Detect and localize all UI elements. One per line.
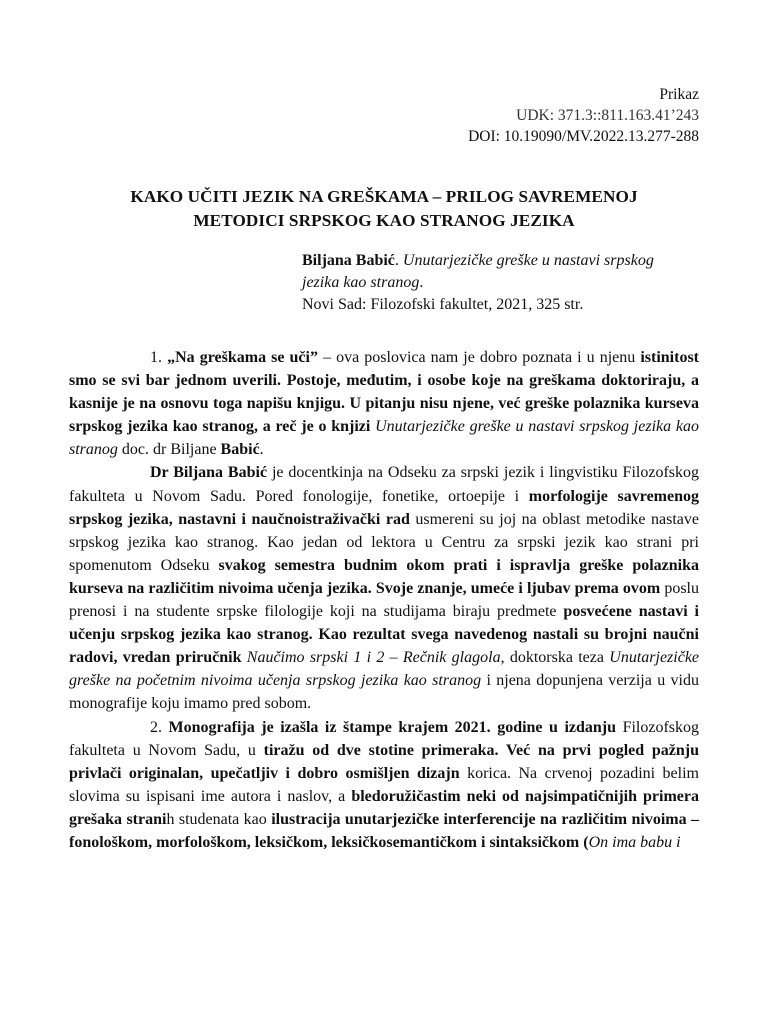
p2-text-bold-2: svakog semestra budnim okom prati i ispravlja greške polaznika kurseva na različitim nivoima učenja jezika. Svoje znanje, umeće i ljubav prema ovom	[69, 556, 700, 597]
p1-proverb: „Na greškama se uči”	[167, 349, 318, 366]
p3-text-bold-1: Monografija je izašla iz štampe krajem 2021. godine u izdanju	[168, 718, 617, 736]
reviewed-book-reference	[302, 250, 702, 316]
paragraph-2	[69, 461, 699, 715]
p2-text-bold-3: posvećene nastavi i učenju srpskog jezika kao stranog. Kao rezultat svega navedenog nastali su brojni naučni radovi, vredan priručnik	[69, 603, 699, 667]
reference-dot: .	[419, 274, 424, 291]
reference-line-1	[302, 250, 702, 272]
p1-text-2: doc. dr Biljane	[117, 441, 221, 459]
paragraph-3	[69, 716, 699, 855]
p3-text-2: korica. Na crvenoj pozadini belim slovima su ispisani ime autora i naslov, a	[69, 764, 699, 805]
article-body	[69, 346, 699, 854]
p2-text-3: poslu prenosi i na studente srpske filologije koji na studijama biraju predmete	[69, 579, 700, 621]
p1-book-title: Unutarjezičke greške u nastavi srpskog jezika kao stranog	[69, 418, 699, 459]
p2-author: Dr Biljana Babić	[150, 464, 268, 482]
reference-separator: .	[394, 252, 403, 269]
p2-thesis-title: Unutarjezičke greške na početnim nivoima učenja srpskog jezika kao stranog	[69, 649, 700, 690]
p2-text-1: je docentkinja na Odseku za srpski jezik i lingvistiku Filozofskog fakulteta u Novom Sadu. Pored fonologije, fonetike, ortoepije i	[69, 464, 699, 505]
p1-text-bold: istinitost smo se svi bar jednom uverili. Postoje, međutim, i osobe koje na greškama doktoriraju, a kasnije je na osnovu toga napišu knjigu. U pitanju nisu njene, već greške polaznika kurseva srpskog jezika kao stranog, a reč je o knjizi	[69, 349, 699, 436]
article-title	[80, 185, 688, 233]
p1-number: 1.	[150, 349, 168, 366]
title-line-2: METODICI SRPSKOG KAO STRANOG JEZIKA	[193, 211, 575, 230]
p3-text-1: Filozofskog fakulteta u Novom Sadu, u	[69, 718, 700, 759]
p2-text-2: usmereni su joj na oblast metodike nastave srpskog jezika kao stranog. Kao jedan od lektora u Centru za srpski jezik kao strani pri spomenutom Odseku	[69, 510, 699, 574]
book-publisher: Novi Sad: Filozofski fakultet, 2021, 325 str.	[302, 296, 584, 313]
title-line-1: KAKO UČITI JEZIK NA GREŠKAMA – PRILOG SAVREMENOJ	[130, 187, 638, 206]
doi: DOI: 10.19090/MV.2022.13.277-288	[468, 128, 699, 145]
book-title-part-1: Unutarjezičke greške u nastavi srpskog	[402, 252, 654, 269]
p1-author-surname: Babić	[220, 441, 260, 459]
article-meta	[468, 84, 699, 147]
p1-end: .	[259, 441, 264, 459]
p3-example: On ima babu i	[588, 833, 681, 851]
book-title-part-2: jezika kao stranog	[302, 274, 420, 291]
p2-handbook-title: Naučimo srpski 1 i 2 – Rečnik glagola	[246, 649, 501, 667]
udk-code: UDK: 371.3::811.163.41’243	[516, 107, 699, 124]
reference-line-2	[302, 272, 702, 294]
p3-text-3: h studenata kao	[166, 810, 272, 828]
p3-text-bold-3: bledoružičastim neki od najsimpatičnijih primera grešaka strani	[69, 787, 700, 828]
p3-text-bold-4: ilustracija unutarjezičke interferencije na različitim nivoima – fonološkom, morfološkom, leksičkom, leksičkosemantičkom i sintaksičkom (	[69, 810, 700, 851]
paragraph-1	[69, 346, 699, 461]
p2-text-4: , doktorska teza	[500, 649, 610, 667]
p2-text-5: i njena dopunjena verzija u vidu monografije koju imamo pred sobom.	[69, 672, 700, 713]
p1-text-1: – ova poslovica nam je dobro poznata i u njenu	[317, 349, 641, 366]
p3-number: 2.	[150, 718, 169, 736]
p3-text-bold-2: tiražu od dve stotine primeraka. Već na prvi pogled pažnju privlači originalan, upečatljiv i dobro osmišljen dizajn	[69, 741, 699, 782]
article-type: Prikaz	[659, 86, 699, 103]
book-author: Biljana Babić	[302, 252, 395, 269]
p2-text-bold-1: morfologije savremenog srpskog jezika, nastavni i naučnoistraživački rad	[69, 487, 700, 528]
